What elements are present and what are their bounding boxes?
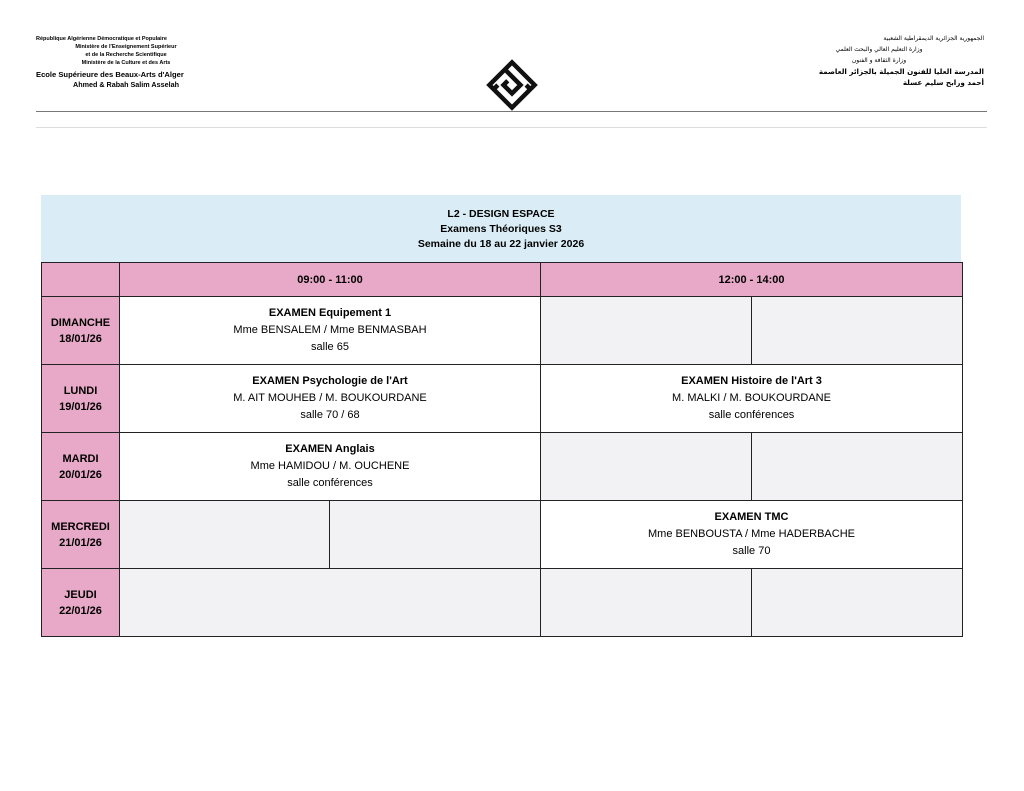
exam-schedule-table [41, 262, 963, 637]
table-header-row [42, 263, 963, 297]
slot-header-1: 09:00 - 11:00 [120, 263, 541, 297]
day-name: MARDI [62, 452, 99, 465]
slot-header-2: 12:00 - 14:00 [541, 263, 963, 297]
table-row [42, 365, 963, 433]
day-name: LUNDI [63, 384, 98, 397]
exam-room: salle conférences [708, 409, 795, 421]
header-divider-light [36, 127, 987, 128]
header-right-ministry-2: وزارة الثقافة و الفنون [851, 57, 907, 64]
day-date: 22/01/26 [59, 604, 102, 617]
header-left-ministry-1: Ministère de l'Enseignement Supérieur [75, 44, 177, 50]
schedule-banner [41, 195, 961, 263]
empty-cell [541, 433, 752, 501]
header-right-republic: الجمهورية الجزائرية الديمقراطية الشعبية [883, 35, 984, 42]
day-date: 20/01/26 [59, 468, 102, 481]
empty-cell [752, 297, 963, 365]
table-row [42, 569, 963, 637]
day-name: JEUDI [64, 588, 97, 601]
day-date: 19/01/26 [59, 400, 102, 413]
exam-title: EXAMEN Histoire de l'Art 3 [681, 375, 822, 387]
day-cell [42, 501, 120, 569]
exam-teachers: Mme BENBOUSTA / Mme HADERBACHE [648, 528, 855, 540]
exam-title: EXAMEN Equipement 1 [268, 307, 392, 319]
header-left-ministry-2: et de la Recherche Scientifique [85, 52, 167, 58]
empty-cell [120, 569, 541, 637]
exam-cell [120, 433, 541, 501]
empty-cell [752, 569, 963, 637]
exam-teachers: Mme BENSALEM / Mme BENMASBAH [233, 324, 427, 336]
header-right-founders: أحمد ورابح سليم عسلة [902, 78, 984, 87]
empty-cell [541, 569, 752, 637]
day-name: MERCREDI [51, 520, 110, 533]
exam-cell [120, 297, 541, 365]
day-cell [42, 365, 120, 433]
header-divider [36, 111, 987, 112]
table-row [42, 433, 963, 501]
exam-room: salle 70 [732, 545, 771, 557]
exam-teachers: M. AIT MOUHEB / M. BOUKOURDANE [233, 392, 427, 404]
table-row [42, 501, 963, 569]
header-left-ministry-3: Ministère de la Culture et des Arts [81, 60, 171, 66]
exam-teachers: M. MALKI / M. BOUKOURDANE [672, 392, 831, 404]
exam-title: EXAMEN Psychologie de l'Art [252, 375, 408, 387]
exam-cell [120, 365, 541, 433]
table-row [42, 297, 963, 365]
exam-room: salle conférences [287, 477, 373, 489]
exam-room: salle 70 / 68 [300, 409, 360, 421]
header-left-founders: Ahmed & Rabah Salim Asselah [73, 80, 179, 89]
banner-exam-type: Examens Théoriques S3 [440, 222, 562, 235]
day-cell [42, 569, 120, 637]
header-right [774, 33, 984, 88]
exam-teachers: Mme HAMIDOU / M. OUCHENE [250, 460, 410, 472]
day-cell [42, 297, 120, 365]
day-date: 18/01/26 [59, 332, 102, 345]
header-right-ministry-1: وزارة التعليم العالي والبحث العلمي [835, 46, 923, 53]
empty-cell [541, 297, 752, 365]
header-left-republic: République Algérienne Démocratique et Populaire [36, 36, 167, 42]
empty-cell [752, 433, 963, 501]
day-name: DIMANCHE [50, 316, 111, 329]
exam-title: EXAMEN Anglais [285, 443, 375, 455]
empty-cell [120, 501, 330, 569]
header-right-school: المدرسة العليا للفنون الجميلة بالجزائر العاصمة [818, 67, 984, 76]
exam-cell [541, 501, 963, 569]
banner-program: L2 - DESIGN ESPACE [447, 207, 555, 220]
header-left [36, 35, 216, 89]
header-corner [42, 263, 120, 297]
exam-room: salle 65 [311, 341, 349, 353]
exam-title: EXAMEN TMC [714, 511, 789, 523]
empty-cell [330, 501, 541, 569]
day-cell [42, 433, 120, 501]
day-date: 21/01/26 [59, 536, 102, 549]
header-left-school: Ecole Supérieure des Beaux-Arts d'Alger [36, 70, 184, 79]
exam-cell [541, 365, 963, 433]
banner-week: Semaine du 18 au 22 janvier 2026 [417, 237, 585, 250]
school-logo-icon [482, 55, 542, 115]
